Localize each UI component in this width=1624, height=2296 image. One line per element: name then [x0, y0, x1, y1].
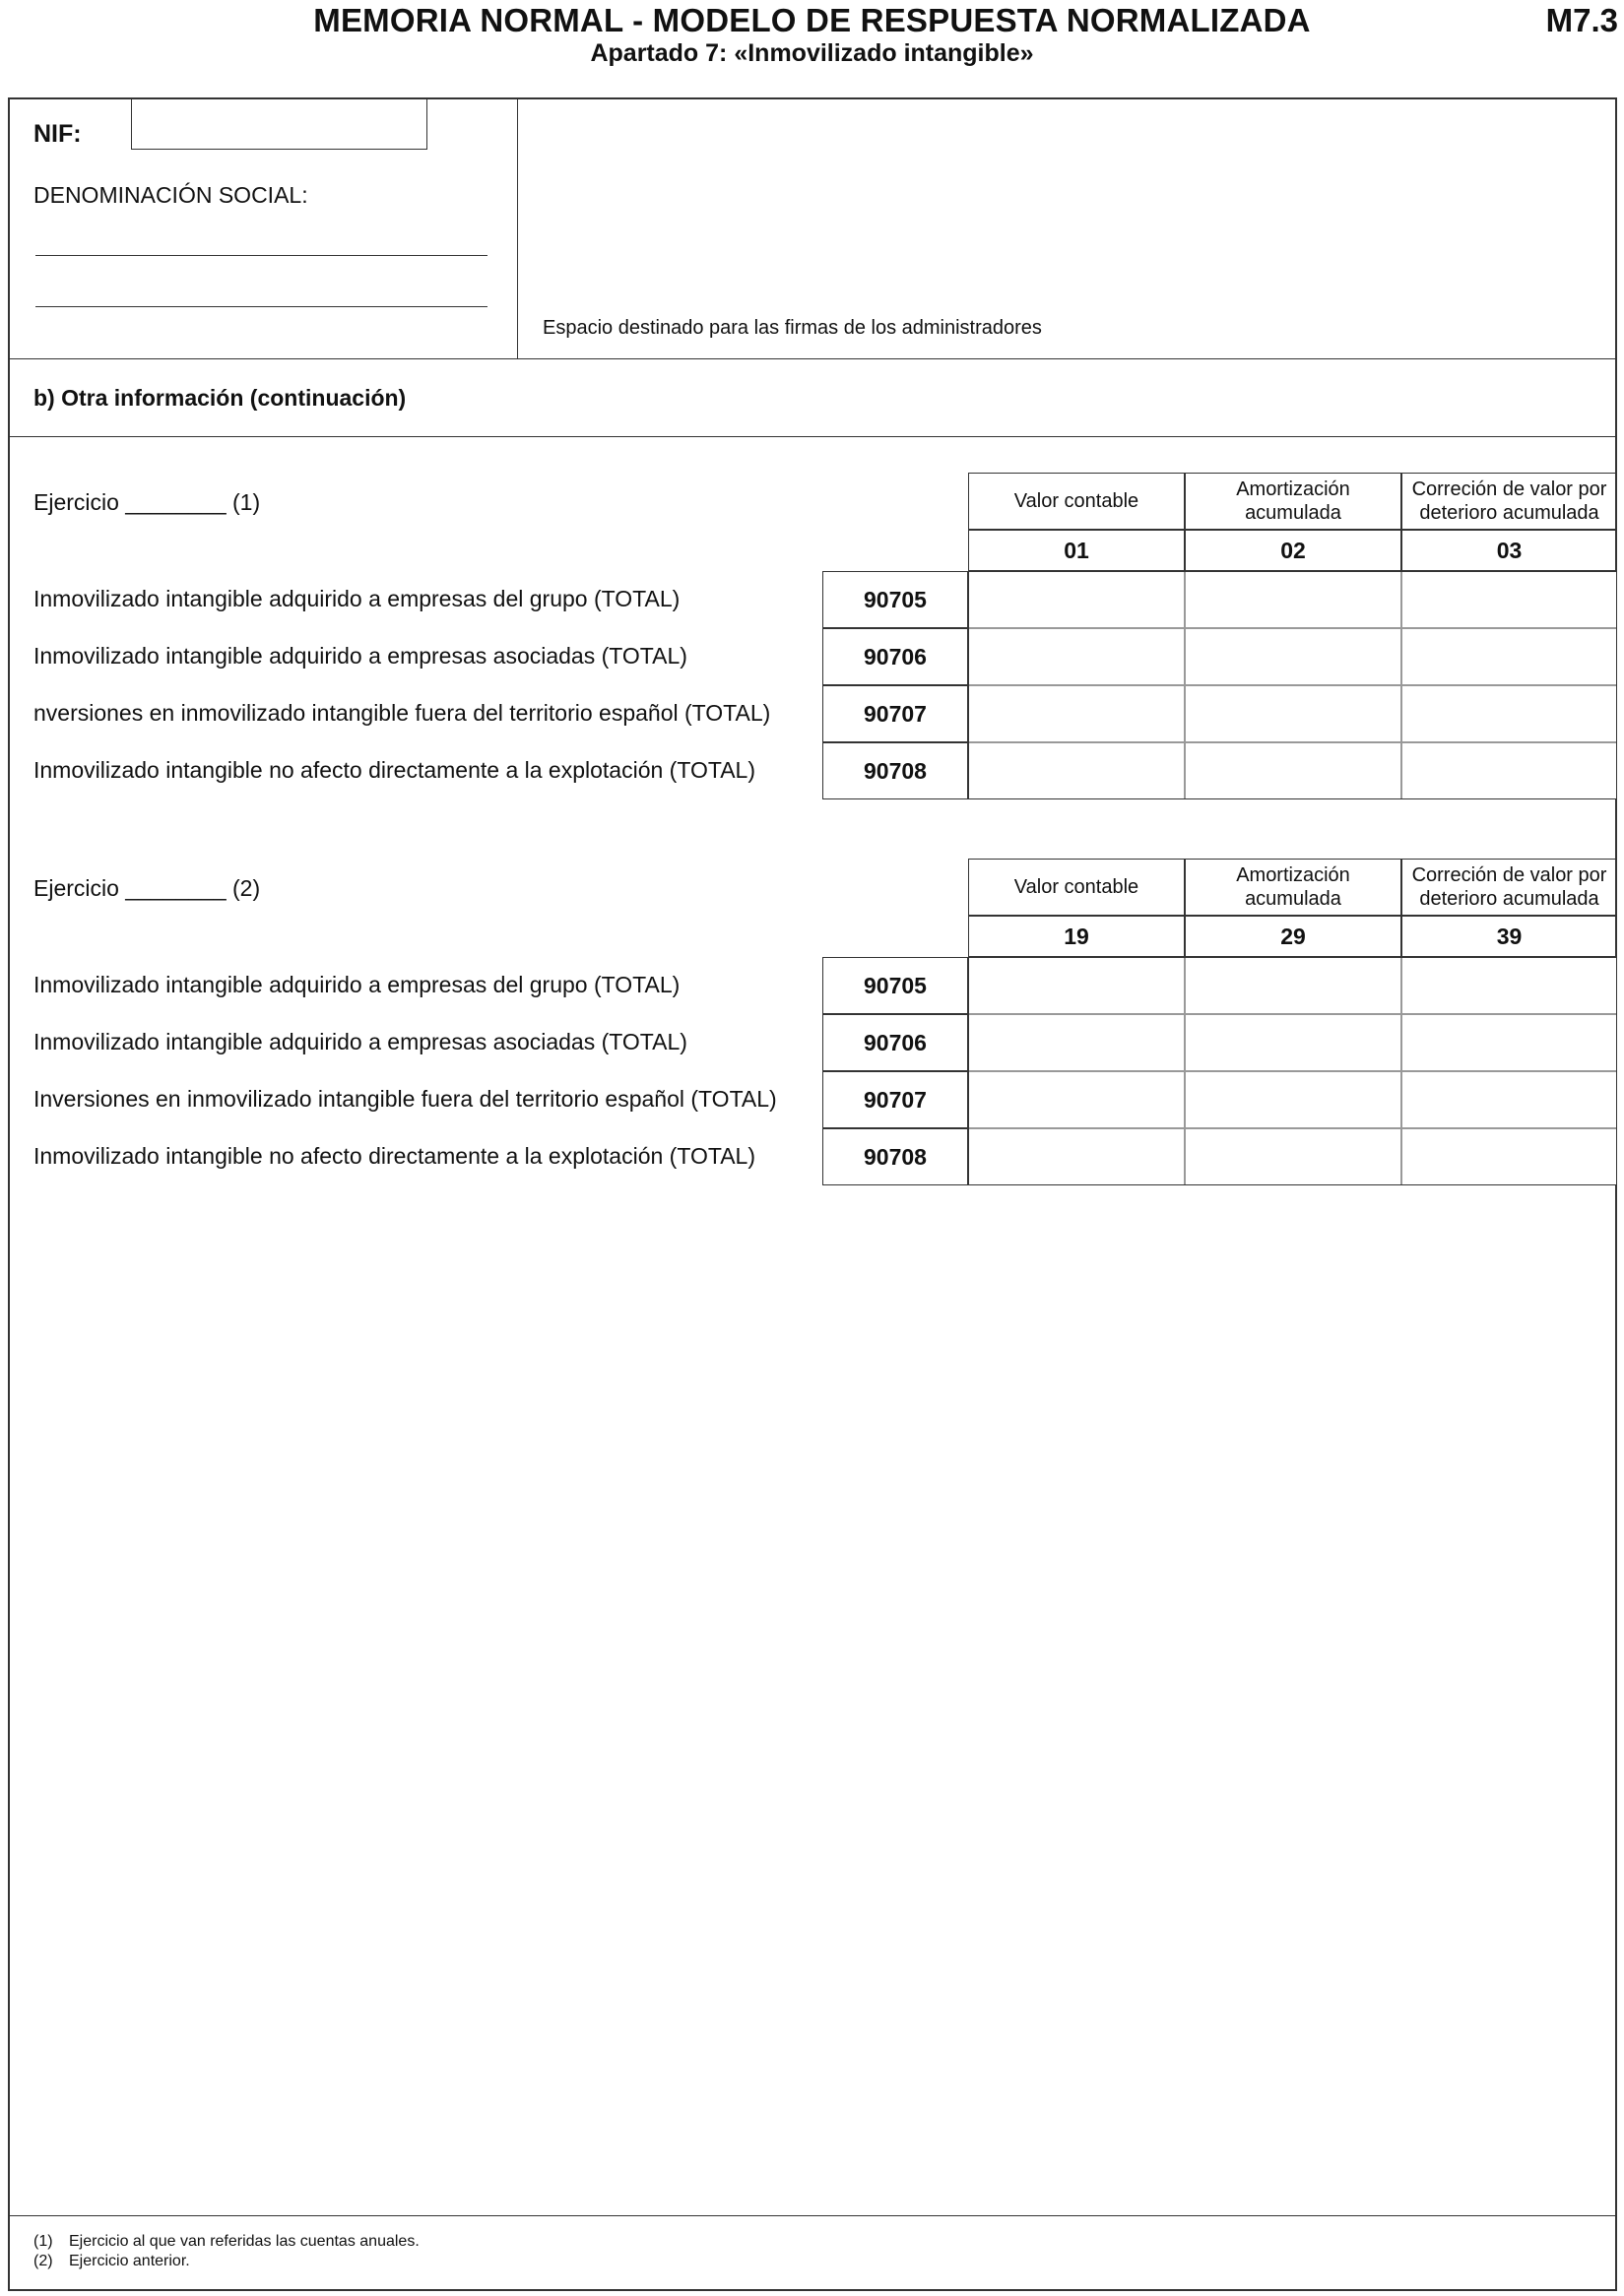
value-input[interactable]: [1401, 571, 1617, 628]
column-code: 03: [1401, 530, 1617, 571]
nif-field[interactable]: [131, 97, 427, 150]
header-valor-contable-text: Valor contable: [1013, 490, 1139, 512]
value-input[interactable]: [1401, 1014, 1617, 1071]
row-code: 90706: [822, 628, 968, 685]
value-input[interactable]: [1185, 1071, 1401, 1128]
value-input[interactable]: [1401, 1071, 1617, 1128]
section-title: b) Otra información (continuación): [33, 385, 407, 411]
page-subtitle: Apartado 7: «Inmovilizado intangible»: [590, 39, 1034, 67]
row-label: Inversiones en inmovilizado intangible fuera del territorio español (TOTAL): [33, 1086, 777, 1112]
header-correccion: [1401, 859, 1617, 916]
section-bottom-border: [8, 436, 1617, 437]
header-correccion: [1401, 473, 1617, 530]
page-title: MEMORIA NORMAL - MODELO DE RESPUESTA NORMALIZADA: [313, 2, 1311, 38]
value-input[interactable]: [1185, 571, 1401, 628]
value-input[interactable]: [1185, 628, 1401, 685]
column-code: 01: [968, 530, 1185, 571]
footnote-number: (2): [33, 2253, 53, 2269]
header-amortizacion-text: Amortización: [1236, 864, 1350, 886]
column-code: 02: [1185, 530, 1401, 571]
denominacion-label: DENOMINACIÓN SOCIAL:: [33, 182, 308, 208]
header-amortizacion: [1185, 473, 1401, 530]
denominacion-line-2[interactable]: [35, 306, 487, 307]
header-amortizacion-text: Amortización: [1236, 478, 1350, 500]
header-correccion-text: deterioro acumulada: [1419, 888, 1599, 910]
value-input[interactable]: [1185, 957, 1401, 1014]
row-label: Inmovilizado intangible adquirido a empresas del grupo (TOTAL): [33, 972, 681, 997]
value-input[interactable]: [1185, 1014, 1401, 1071]
row-label: Inmovilizado intangible adquirido a empresas asociadas (TOTAL): [33, 643, 687, 669]
header-correccion-text: Correción de valor por: [1411, 478, 1607, 500]
value-input[interactable]: [968, 1014, 1185, 1071]
id-bottom-border: [8, 358, 1617, 359]
value-input[interactable]: [968, 957, 1185, 1014]
header-valor-contable-text: Valor contable: [1013, 876, 1139, 898]
row-code: 90707: [822, 685, 968, 742]
row-code: 90705: [822, 571, 968, 628]
header-correccion-text: Correción de valor por: [1411, 864, 1607, 886]
footnote-text: Ejercicio anterior.: [69, 2253, 190, 2269]
id-divider: [517, 97, 518, 359]
column-code: 39: [1401, 916, 1617, 957]
row-code: 90708: [822, 1128, 968, 1185]
ejercicio-label: Ejercicio ________ (2): [33, 875, 261, 901]
row-label: Inmovilizado intangible no afecto directamente a la explotación (TOTAL): [33, 757, 755, 783]
nif-label: NIF:: [33, 120, 82, 148]
signature-area-label: Espacio destinado para las firmas de los administradores: [543, 317, 1042, 339]
ejercicio-label: Ejercicio ________ (1): [33, 489, 261, 515]
value-input[interactable]: [968, 1128, 1185, 1185]
row-label: Inmovilizado intangible adquirido a empresas del grupo (TOTAL): [33, 586, 681, 611]
header-amortizacion: [1185, 859, 1401, 916]
form-code: M7.3: [1545, 2, 1618, 38]
value-input[interactable]: [968, 628, 1185, 685]
column-code: 19: [968, 916, 1185, 957]
footnote: [33, 2253, 190, 2270]
value-input[interactable]: [1401, 957, 1617, 1014]
denominacion-line-1[interactable]: [35, 255, 487, 256]
footnote-border: [8, 2215, 1617, 2216]
footnote-number: (1): [33, 2233, 53, 2250]
row-code: 90707: [822, 1071, 968, 1128]
row-label: Inmovilizado intangible no afecto directamente a la explotación (TOTAL): [33, 1143, 755, 1169]
row-label: Inmovilizado intangible adquirido a empresas asociadas (TOTAL): [33, 1029, 687, 1054]
header-amortizacion-text: acumulada: [1245, 888, 1341, 910]
header-valor-contable: [968, 859, 1185, 916]
row-label: nversiones en inmovilizado intangible fuera del territorio español (TOTAL): [33, 700, 771, 726]
header-correccion-text: deterioro acumulada: [1419, 502, 1599, 524]
value-input[interactable]: [1401, 628, 1617, 685]
row-code: 90708: [822, 742, 968, 799]
row-code: 90706: [822, 1014, 968, 1071]
header-valor-contable: [968, 473, 1185, 530]
column-code: 29: [1185, 916, 1401, 957]
value-input[interactable]: [1185, 1128, 1401, 1185]
footnote: [33, 2233, 420, 2251]
header-amortizacion-text: acumulada: [1245, 502, 1341, 524]
value-input[interactable]: [968, 1071, 1185, 1128]
value-input[interactable]: [1401, 1128, 1617, 1185]
value-input[interactable]: [968, 571, 1185, 628]
form-frame: [8, 97, 1617, 2291]
value-input[interactable]: [968, 685, 1185, 742]
value-input[interactable]: [968, 742, 1185, 799]
value-input[interactable]: [1185, 742, 1401, 799]
row-code: 90705: [822, 957, 968, 1014]
footnote-text: Ejercicio al que van referidas las cuentas anuales.: [69, 2233, 420, 2250]
value-input[interactable]: [1185, 685, 1401, 742]
value-input[interactable]: [1401, 742, 1617, 799]
value-input[interactable]: [1401, 685, 1617, 742]
